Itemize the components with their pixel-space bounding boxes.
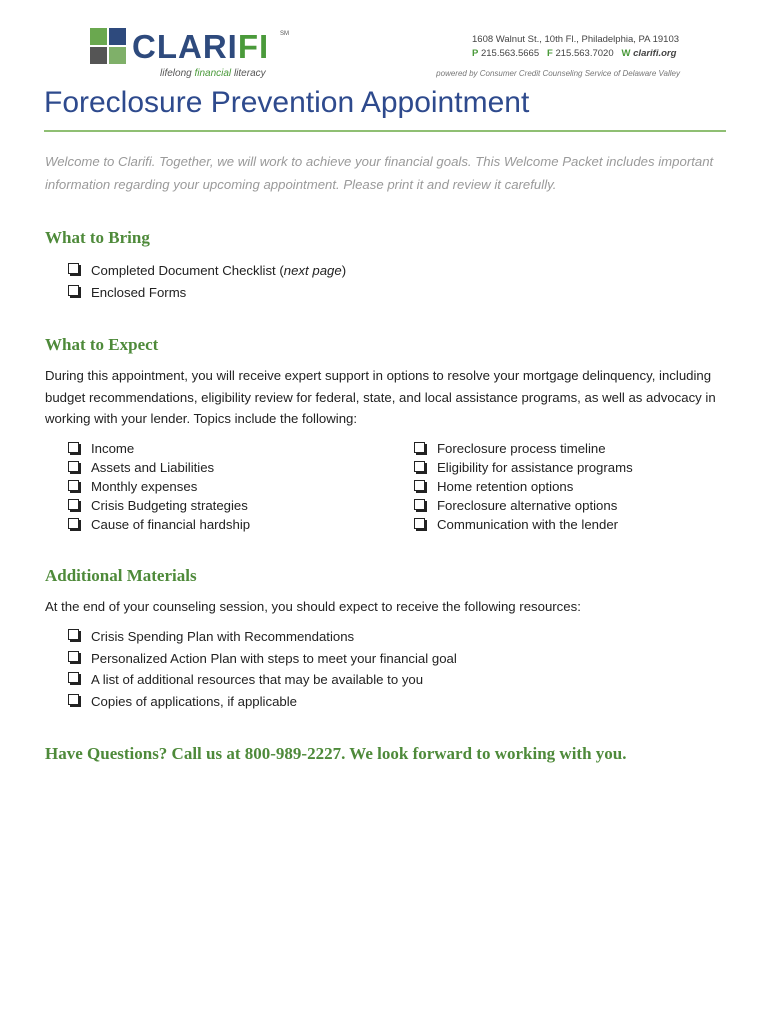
checkbox-icon xyxy=(68,263,79,274)
contact-block xyxy=(472,34,680,59)
checkbox-icon xyxy=(68,499,79,510)
checkbox-icon xyxy=(414,442,425,453)
list-item: Crisis Spending Plan with Recommendations xyxy=(68,626,457,648)
additional-materials-heading: Additional Materials xyxy=(45,566,197,585)
expect-topics-right xyxy=(414,439,633,534)
checkbox-icon xyxy=(68,694,79,705)
list-item: Foreclosure alternative options xyxy=(414,496,633,515)
additional-materials-text: At the end of your counseling session, you should expect to receive the following resources: xyxy=(45,599,581,614)
checkbox-icon xyxy=(68,518,79,529)
list-item: Foreclosure process timeline xyxy=(414,439,633,458)
address: 1608 Walnut St., 10th Fl., Philadelphia, PA 19103 xyxy=(472,34,680,45)
intro-text: Welcome to Clarifi. Together, we will work to achieve your financial goals. This Welcome Packet includes important information regarding your upcoming appointment. Please print it and review it carefully. xyxy=(45,154,714,192)
checkbox-icon xyxy=(68,672,79,683)
list-item: Income xyxy=(68,439,250,458)
checkbox-icon xyxy=(68,285,79,296)
list-item: Copies of applications, if applicable xyxy=(68,691,457,713)
list-item: A list of additional resources that may be available to you xyxy=(68,669,457,691)
checkbox-icon xyxy=(68,461,79,472)
list-item: Communication with the lender xyxy=(414,515,633,534)
service-mark: SM xyxy=(280,31,289,37)
additional-materials-list xyxy=(68,626,457,713)
checkbox-icon xyxy=(68,480,79,491)
letterhead xyxy=(0,0,770,90)
checkbox-icon xyxy=(68,442,79,453)
list-item: Assets and Liabilities xyxy=(68,458,250,477)
list-item: Enclosed Forms xyxy=(68,282,346,304)
logo-wordmark: CLARIFI xyxy=(132,28,270,65)
website: clarifi.org xyxy=(633,48,677,59)
list-item: Eligibility for assistance programs xyxy=(414,458,633,477)
list-item: Personalized Action Plan with steps to meet your financial goal xyxy=(68,648,457,670)
what-to-bring-heading: What to Bring xyxy=(45,228,150,247)
checkbox-icon xyxy=(414,480,425,491)
what-to-expect-text: During this appointment, you will receive expert support in options to resolve your mortgage delinquency, including budget recommendations, eligibility review for federal, state, and local assistance programs, as well as advocacy in working with your lender. Topics include the following: xyxy=(45,368,716,426)
fax-number: 215.563.7020 xyxy=(555,48,614,59)
checkbox-icon xyxy=(414,499,425,510)
closing-callout: Have Questions? Call us at 800-989-2227. We look forward to working with you. xyxy=(45,744,627,763)
expect-topics-left xyxy=(68,439,250,534)
list-item: Monthly expenses xyxy=(68,477,250,496)
phone-line: P 215.563.5665 F 215.563.7020 W clarifi.org xyxy=(472,48,677,59)
powered-by: powered by Consumer Credit Counseling Service of Delaware Valley xyxy=(436,69,680,78)
list-item: Crisis Budgeting strategies xyxy=(68,496,250,515)
list-item: Home retention options xyxy=(414,477,633,496)
phone-number: 215.563.5665 xyxy=(480,48,540,59)
checkbox-icon xyxy=(68,629,79,640)
checkbox-icon xyxy=(414,518,425,529)
list-item: Completed Document Checklist (next page) xyxy=(68,260,346,282)
title-divider xyxy=(44,130,726,132)
checkbox-icon xyxy=(68,651,79,662)
list-item: Cause of financial hardship xyxy=(68,515,250,534)
page-title: Foreclosure Prevention Appointment xyxy=(44,86,530,119)
checkbox-icon xyxy=(414,461,425,472)
clarifi-logo xyxy=(90,28,300,82)
logo-tagline: lifelong financial literacy xyxy=(160,68,266,79)
what-to-expect-heading: What to Expect xyxy=(45,335,159,354)
what-to-bring-list xyxy=(68,260,346,304)
logo-squares-icon xyxy=(90,28,126,64)
